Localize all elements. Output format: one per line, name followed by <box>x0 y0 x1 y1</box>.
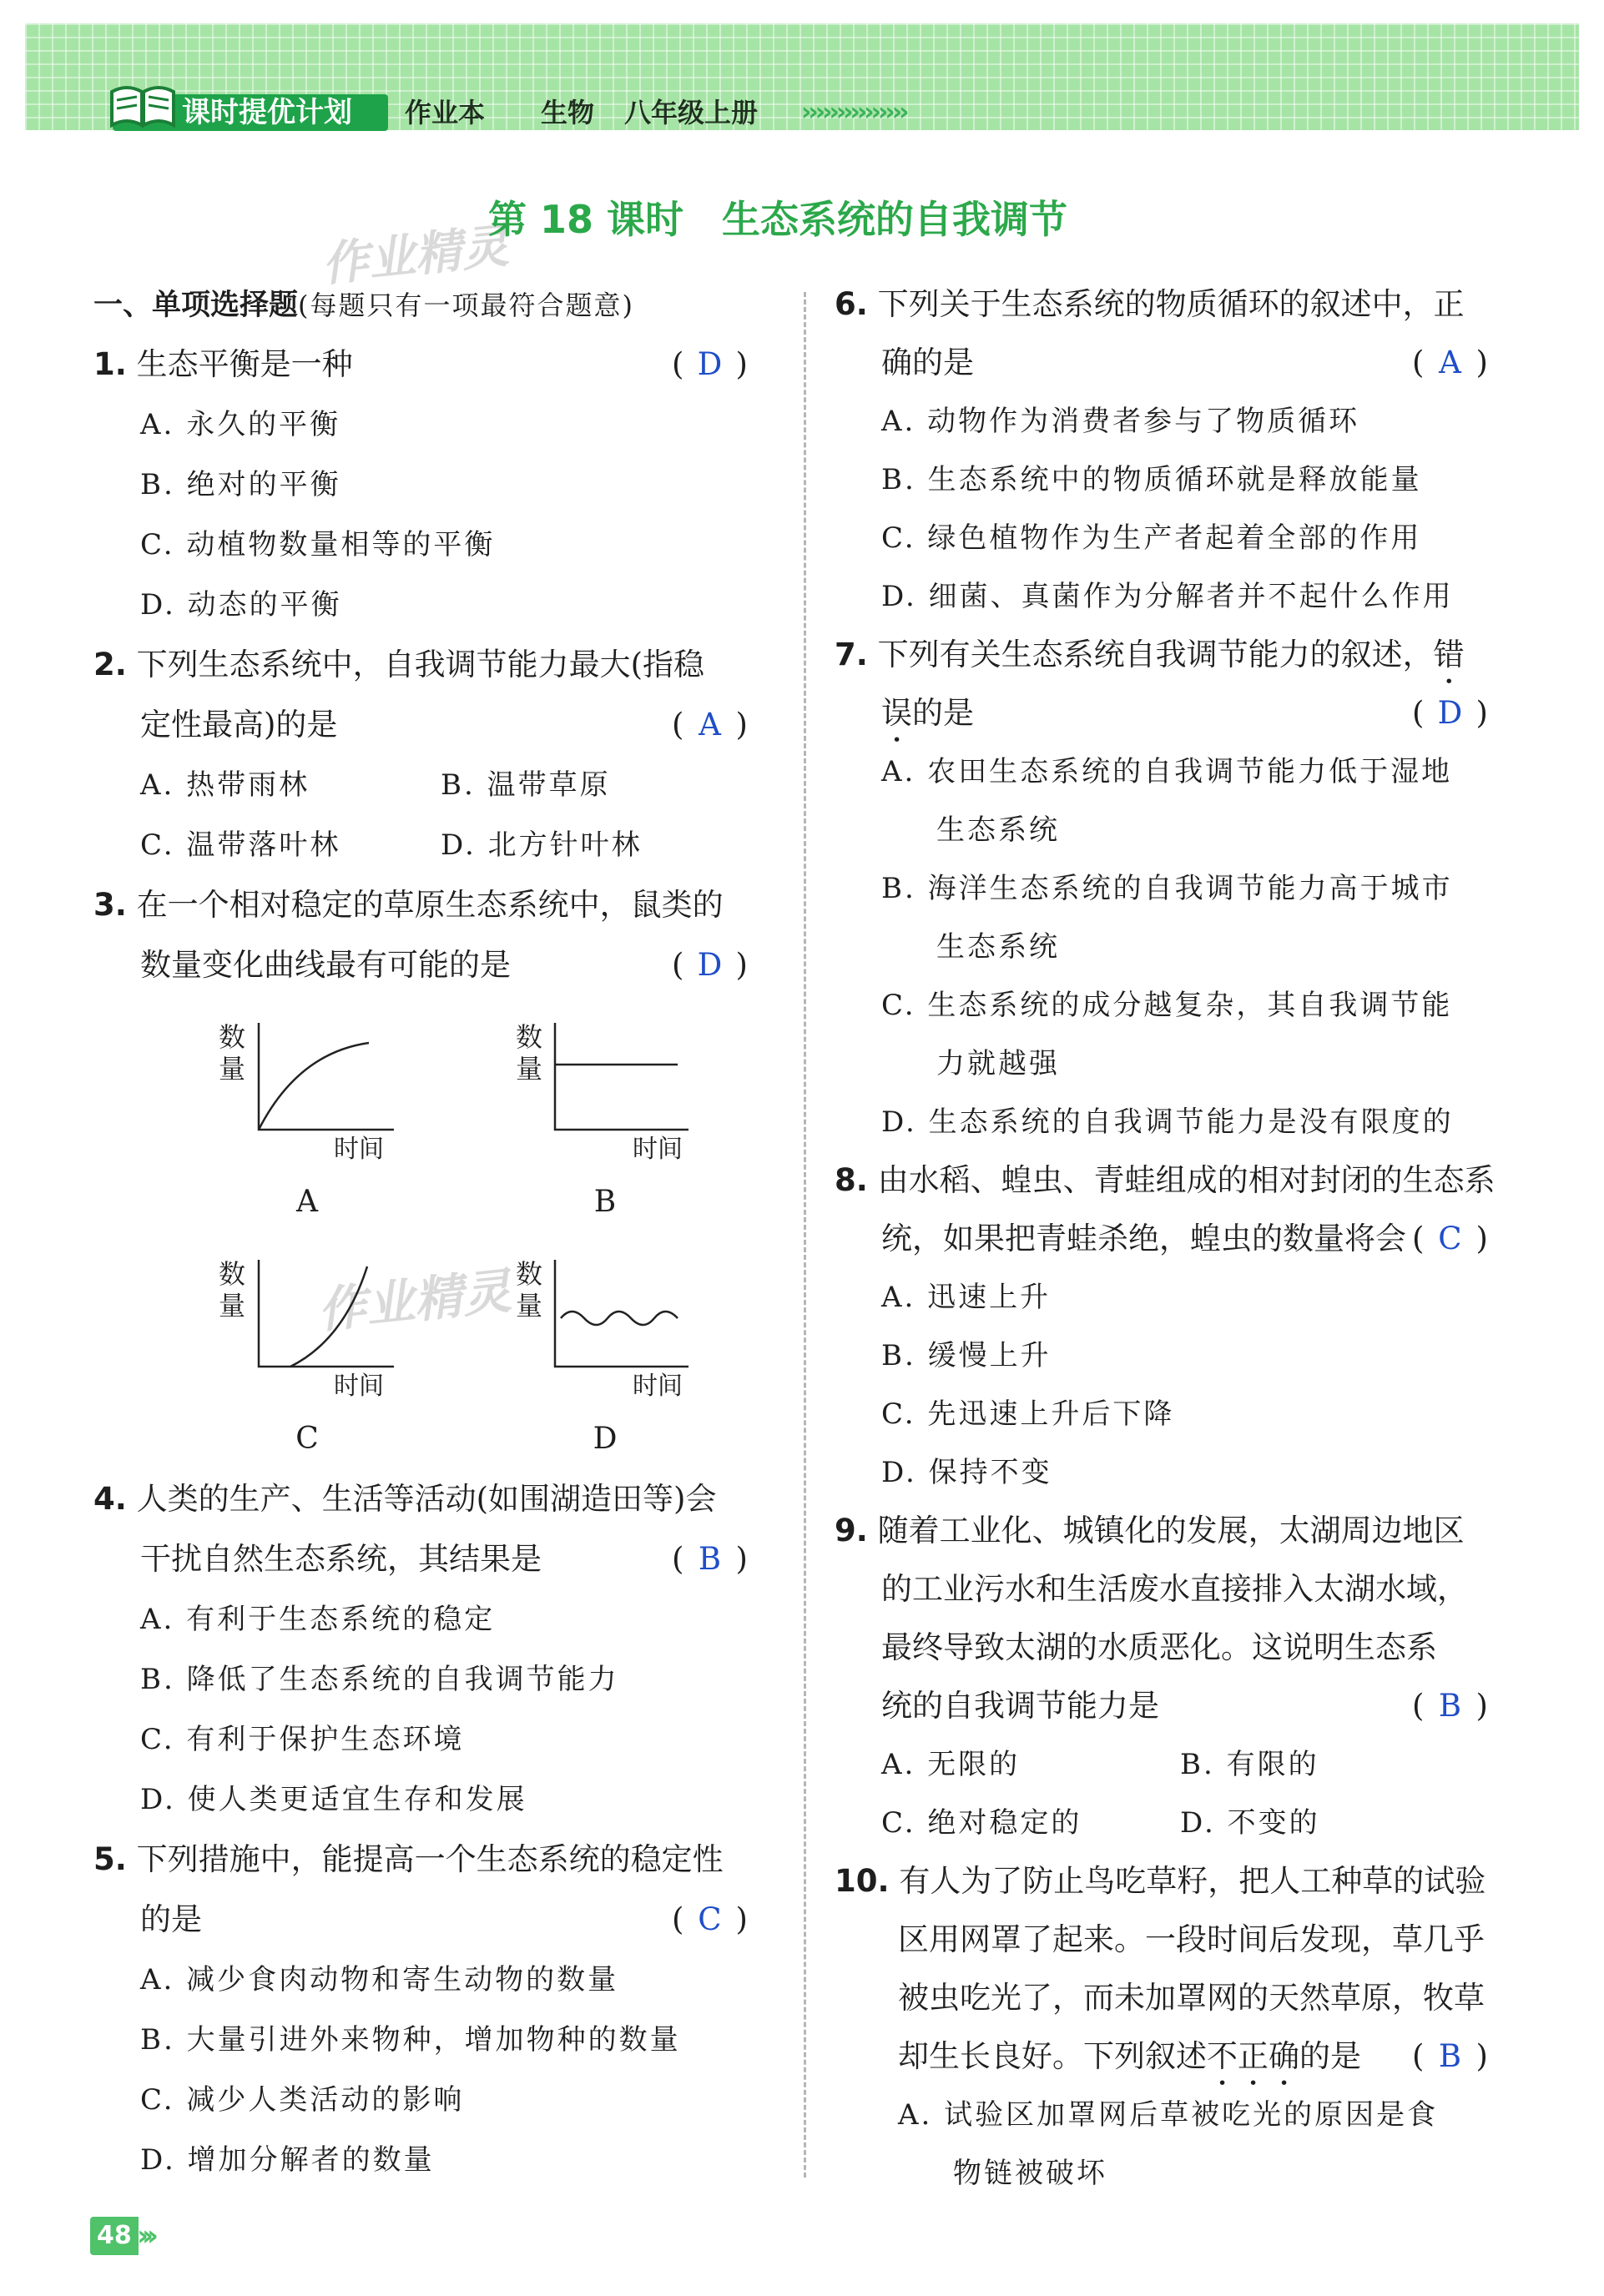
option: D. 动态的平衡 <box>140 588 342 622</box>
x-axis-label: 时间 <box>633 1135 683 1164</box>
question-text: 定性最高)的是 <box>140 707 338 743</box>
question-text: 人类的生产、生活等活动(如围湖造田等)会 <box>136 1481 717 1517</box>
option: D. 使人类更适宜生存和发展 <box>140 1783 527 1816</box>
option: A. 试验区加罩网后草被吃光的原因是食 <box>898 2098 1439 2132</box>
option-continuation: 生态系统 <box>936 930 1060 964</box>
x-axis-label: 时间 <box>334 1372 384 1401</box>
option: C. 减少人类活动的影响 <box>140 2083 465 2117</box>
question-text: 生态平衡是一种 <box>136 346 353 382</box>
option: C. 动植物数量相等的平衡 <box>140 528 496 561</box>
option: D. 不变的 <box>1180 1806 1320 1840</box>
option: A. 无限的 <box>881 1748 1021 1781</box>
option: B. 温带草原 <box>441 768 611 802</box>
option: B. 海洋生态系统的自我调节能力高于城市 <box>881 872 1453 905</box>
question-number: 7. <box>835 637 868 672</box>
option: D. 增加分解者的数量 <box>140 2143 435 2177</box>
answer-bracket: ( D ) <box>1412 684 1488 743</box>
answer-bracket: ( B ) <box>672 1530 748 1589</box>
option: A. 有利于生态系统的稳定 <box>140 1603 496 1636</box>
curve-rising-concave <box>259 1043 369 1130</box>
question-text: 确的是 <box>881 345 974 380</box>
answer-letter: A <box>699 707 721 743</box>
open-book-icon <box>108 80 177 128</box>
option: D. 细菌、真菌作为分解者并不起什么作用 <box>881 580 1454 613</box>
option: C. 绿色植物作为生产者起着全部的作用 <box>881 521 1422 555</box>
answer-bracket: ( D ) <box>672 335 748 394</box>
watermark: 作业精灵 <box>319 219 512 293</box>
question-stem <box>835 1502 1465 1560</box>
curve-chart-b <box>517 1020 701 1170</box>
answer-bracket: ( D ) <box>672 936 748 994</box>
option: A. 迅速上升 <box>881 1281 1052 1314</box>
y-axis-label: 数 量 <box>219 1021 246 1085</box>
option-continuation: 生态系统 <box>936 813 1060 847</box>
option: C. 温带落叶林 <box>140 828 341 862</box>
question-stem <box>93 1830 724 1889</box>
curve-chart-c <box>219 1256 402 1407</box>
book-type: 作业本 <box>405 97 486 128</box>
question-number: 2. <box>93 647 127 682</box>
option: C. 生态系统的成分越复杂，其自我调节能 <box>881 989 1453 1022</box>
curve-rising-convex <box>290 1266 367 1367</box>
option: D. 保持不变 <box>881 1456 1052 1489</box>
option: B. 缓慢上升 <box>881 1339 1052 1372</box>
question-text: 下列措施中，能提高一个生态系统的稳定性 <box>136 1841 724 1877</box>
page-arrows: ››› <box>137 2219 153 2253</box>
answer-bracket: ( A ) <box>1412 334 1488 392</box>
y-axis-label: 数 量 <box>516 1258 543 1322</box>
question-number: 8. <box>835 1162 868 1198</box>
answer-letter: D <box>697 947 723 983</box>
question-stem <box>835 275 1465 334</box>
option-continuation: 物链被破坏 <box>953 2157 1107 2190</box>
chart-label: C <box>295 1422 319 1456</box>
answer-bracket: ( B ) <box>1412 1677 1488 1735</box>
question-number: 9. <box>835 1513 868 1548</box>
question-text: 干扰自然生态系统，其结果是 <box>140 1541 542 1577</box>
chart-label: B <box>593 1185 617 1219</box>
answer-bracket: ( A ) <box>672 696 748 754</box>
x-axis-label: 时间 <box>334 1135 384 1164</box>
chart-label: A <box>296 1185 318 1219</box>
y-axis-label: 数 量 <box>516 1021 543 1085</box>
question-stem <box>93 1470 716 1528</box>
emphasized-text: 不正确 <box>1207 2038 1299 2074</box>
question-number: 6. <box>835 286 868 322</box>
question-text <box>898 2027 1361 2086</box>
answer-bracket: ( B ) <box>1412 2027 1488 2086</box>
option: D. 北方针叶林 <box>441 828 643 862</box>
question-text: 由水稻、蝗虫、青蛙组成的相对封闭的生态系 <box>877 1162 1496 1198</box>
option: B. 有限的 <box>1180 1748 1319 1781</box>
column-divider <box>804 292 806 2178</box>
question-text: 误的是 <box>881 695 974 731</box>
option: C. 有利于保护生态环境 <box>140 1723 465 1756</box>
question-stem <box>93 636 704 694</box>
section-title: 一、单项选择题 <box>93 289 299 322</box>
option: A. 永久的平衡 <box>140 408 341 441</box>
answer-letter: C <box>1438 1221 1462 1256</box>
question-text: 统的自我调节能力是 <box>881 1688 1159 1724</box>
question-text-part: 的是 <box>1299 2038 1361 2074</box>
question-text: 下列关于生态系统的物质循环的叙述中，正 <box>877 286 1465 322</box>
question-text: 随着工业化、城镇化的发展，太湖周边地区 <box>877 1513 1465 1548</box>
lesson-title: 第 18 课时 生态系统的自我调节 <box>488 197 1068 242</box>
option: B. 生态系统中的物质循环就是释放能量 <box>881 463 1422 496</box>
option: A. 动物作为消费者参与了物质循环 <box>881 405 1360 438</box>
question-text: 在一个相对稳定的草原生态系统中，鼠类的 <box>136 887 724 923</box>
question-number: 5. <box>93 1841 127 1877</box>
header-arrows: ››››››››››››››› <box>801 98 906 127</box>
section-note: (每题只有一项最符合题意) <box>298 290 634 321</box>
option: A. 农田生态系统的自我调节能力低于湿地 <box>881 755 1453 788</box>
question-stem <box>835 1852 1485 1911</box>
question-text: 数量变化曲线最有可能的是 <box>140 947 511 983</box>
answer-letter: A <box>1439 345 1461 380</box>
question-text: 下列有关生态系统自我调节能力的叙述，错 <box>877 637 1465 672</box>
question-stem <box>835 626 1465 684</box>
question-number: 10. <box>835 1863 890 1899</box>
question-number: 4. <box>93 1481 127 1517</box>
answer-letter: C <box>698 1901 722 1937</box>
option: B. 大量引进外来物种，增加物种的数量 <box>140 2023 681 2057</box>
curve-fluctuating <box>561 1312 678 1325</box>
question-text: 最终导致太湖的水质恶化。这说明生态系 <box>881 1629 1437 1665</box>
answer-bracket: ( C ) <box>672 1891 748 1949</box>
grade: 八年级上册 <box>624 97 759 128</box>
answer-letter: D <box>1437 695 1463 731</box>
question-text: 被虫吃光了，而未加罩网的天然草原，牧草 <box>898 1980 1485 2016</box>
curve-chart-a <box>219 1020 402 1170</box>
chart-label: D <box>593 1422 618 1456</box>
answer-letter: D <box>697 346 723 382</box>
series-title: 课时提优计划 <box>182 96 352 129</box>
option: A. 热带雨林 <box>140 768 310 802</box>
answer-letter: B <box>1438 2038 1462 2074</box>
option: A. 减少食肉动物和寄生动物的数量 <box>140 1963 619 1996</box>
question-stem <box>835 1151 1496 1210</box>
subject: 生物 <box>541 97 595 128</box>
watermark: 作业精灵 <box>315 1262 514 1339</box>
section-heading <box>93 275 634 334</box>
option-continuation: 力就越强 <box>936 1047 1060 1080</box>
answer-letter: B <box>1438 1688 1462 1724</box>
question-text: 统，如果把青蛙杀绝，蝗虫的数量将会 <box>881 1221 1406 1256</box>
option: D. 生态系统的自我调节能力是没有限度的 <box>881 1105 1454 1139</box>
question-text: 下列生态系统中，自我调节能力最大(指稳 <box>136 647 705 682</box>
option: B. 绝对的平衡 <box>140 468 341 501</box>
x-axis-label: 时间 <box>633 1372 683 1401</box>
option: C. 先迅速上升后下降 <box>881 1397 1175 1431</box>
answer-bracket: ( C ) <box>1412 1210 1488 1268</box>
option: B. 降低了生态系统的自我调节能力 <box>140 1663 619 1696</box>
question-stem <box>93 876 724 934</box>
question-text: 的是 <box>140 1901 202 1937</box>
question-text-part: 却生长良好。下列叙述 <box>898 2038 1207 2074</box>
option: C. 绝对稳定的 <box>881 1806 1082 1840</box>
question-text: 有人为了防止鸟吃草籽，把人工种草的试验 <box>899 1863 1486 1899</box>
question-stem <box>93 335 353 394</box>
page-number: 48 <box>90 2217 139 2255</box>
question-text: 区用网罩了起来。一段时间后发现，草几乎 <box>898 1921 1485 1957</box>
question-number: 1. <box>93 346 127 382</box>
curve-chart-d <box>517 1256 701 1407</box>
question-text: 的工业污水和生活废水直接排入太湖水域， <box>881 1571 1468 1607</box>
answer-letter: B <box>698 1541 722 1577</box>
question-number: 3. <box>93 887 127 923</box>
y-axis-label: 数 量 <box>219 1258 246 1322</box>
